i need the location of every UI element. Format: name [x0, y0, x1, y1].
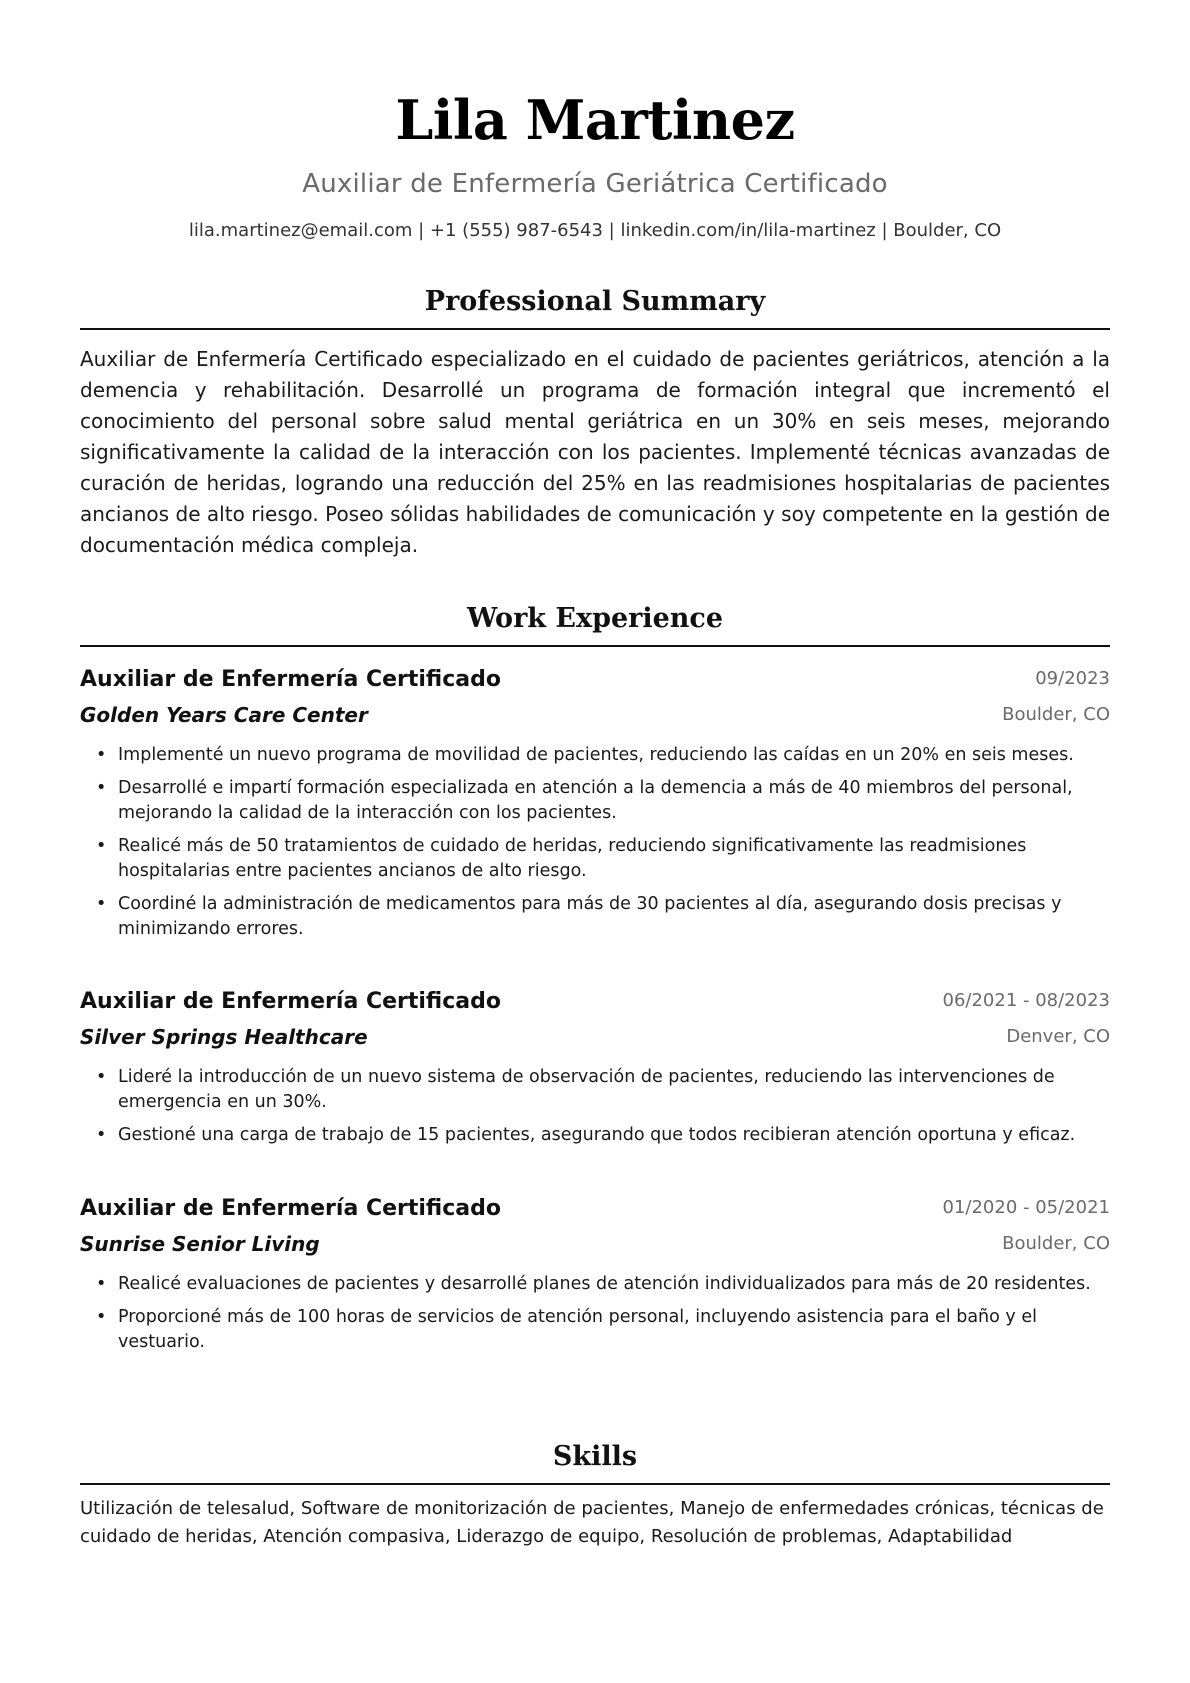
- job-bullet: [80, 834, 1110, 884]
- job-company: Sunrise Senior Living: [80, 1232, 320, 1256]
- job-bullets: [80, 743, 1110, 950]
- bullet-marker: •: [96, 745, 107, 765]
- job-bullet: [80, 1272, 1110, 1297]
- job-bullet-text: Gestioné una carga de trabajo de 15 pacientes, asegurando que todos recibieran atención oportuna y eficaz.: [118, 1125, 1076, 1145]
- job-title: Auxiliar de Enfermería Certificado: [80, 667, 501, 692]
- bullet-marker: •: [96, 1307, 107, 1327]
- job-subtitle: Auxiliar de Enfermería Geriátrica Certificado: [302, 169, 888, 199]
- job-title: Auxiliar de Enfermería Certificado: [80, 989, 501, 1014]
- job-bullet-text: Proporcioné más de 100 horas de servicios de atención personal, incluyendo asistencia para el baño y el vestuario.: [118, 1307, 1037, 1352]
- summary-divider: [80, 328, 1110, 330]
- job-bullet: [80, 1123, 1110, 1148]
- bullet-marker: •: [96, 1067, 107, 1087]
- bullet-marker: •: [96, 836, 107, 856]
- job-bullet: [80, 1305, 1110, 1355]
- job-bullet-text: Implementé un nuevo programa de movilidad de pacientes, reduciendo las caídas en un 20% en seis meses.: [118, 745, 1074, 765]
- skills-heading: Skills: [552, 1441, 638, 1472]
- job-date: 06/2021 - 08/2023: [942, 990, 1110, 1011]
- bullet-marker: •: [96, 894, 107, 914]
- job-company: Silver Springs Healthcare: [80, 1025, 368, 1049]
- job-bullet-text: Coordiné la administración de medicamentos para más de 30 pacientes al día, asegurando dosis precisas y minimizando errores.: [118, 894, 1062, 939]
- job-bullet-text: Realicé evaluaciones de pacientes y desarrollé planes de atención individualizados para más de 20 residentes.: [118, 1274, 1091, 1294]
- job-bullet: [80, 1065, 1110, 1115]
- job-bullets: [80, 1272, 1110, 1363]
- summary-text: Auxiliar de Enfermería Certificado especializado en el cuidado de pacientes geriátricos, atención a la demencia y rehabilitación. Desarrollé un programa de formación integral que incrementó el conocimiento del personal sobre salud mental geriátrica en un 30% en seis meses, mejorando significativamente la calidad de la interacción con los pacientes. Implementé técnicas avanzadas de curación de heridas, logrando una reducción del 25% en las readmisiones hospitalarias de pacientes ancianos de alto riesgo. Poseo sólidas habilidades de comunicación y soy competente en la gestión de documentación médica compleja.: [80, 347, 1110, 557]
- job-title: Auxiliar de Enfermería Certificado: [80, 1196, 501, 1221]
- contact-line: lila.martinez@email.com | +1 (555) 987-6543 | linkedin.com/in/lila-martinez | Boulder, CO: [188, 220, 1002, 241]
- job-location: Boulder, CO: [1002, 704, 1110, 725]
- candidate-name: Lila Martinez: [395, 88, 795, 152]
- skills-text: Utilización de telesalud, Software de monitorización de pacientes, Manejo de enfermedades crónicas, técnicas de cuidado de heridas, Atención compasiva, Liderazgo de equipo, Resolución de problemas, Adaptabilidad: [80, 1498, 1104, 1547]
- job-bullet: [80, 776, 1110, 826]
- job-bullet-text: Realicé más de 50 tratamientos de cuidado de heridas, reduciendo significativamente las readmisiones hospitalarias entre pacientes ancianos de alto riesgo.: [118, 836, 1027, 881]
- job-date: 01/2020 - 05/2021: [942, 1197, 1110, 1218]
- summary-heading: Professional Summary: [424, 286, 766, 317]
- job-date: 09/2023: [1035, 668, 1110, 689]
- job-company: Golden Years Care Center: [80, 703, 368, 727]
- skills-divider: [80, 1483, 1110, 1485]
- experience-divider: [80, 645, 1110, 647]
- bullet-marker: •: [96, 778, 107, 798]
- bullet-marker: •: [96, 1125, 107, 1145]
- bullet-marker: •: [96, 1274, 107, 1294]
- job-bullet-text: Desarrollé e impartí formación especializada en atención a la demencia a más de 40 miembros del personal, mejorando la calidad de la interacción con los pacientes.: [118, 778, 1073, 823]
- job-bullet: [80, 892, 1110, 942]
- job-location: Boulder, CO: [1002, 1233, 1110, 1254]
- job-location: Denver, CO: [1006, 1026, 1110, 1047]
- job-bullet-text: Lideré la introducción de un nuevo sistema de observación de pacientes, reduciendo las intervenciones de emergencia en un 30%.: [118, 1067, 1055, 1112]
- job-bullet: [80, 743, 1110, 768]
- job-bullets: [80, 1065, 1110, 1156]
- experience-heading: Work Experience: [466, 603, 724, 634]
